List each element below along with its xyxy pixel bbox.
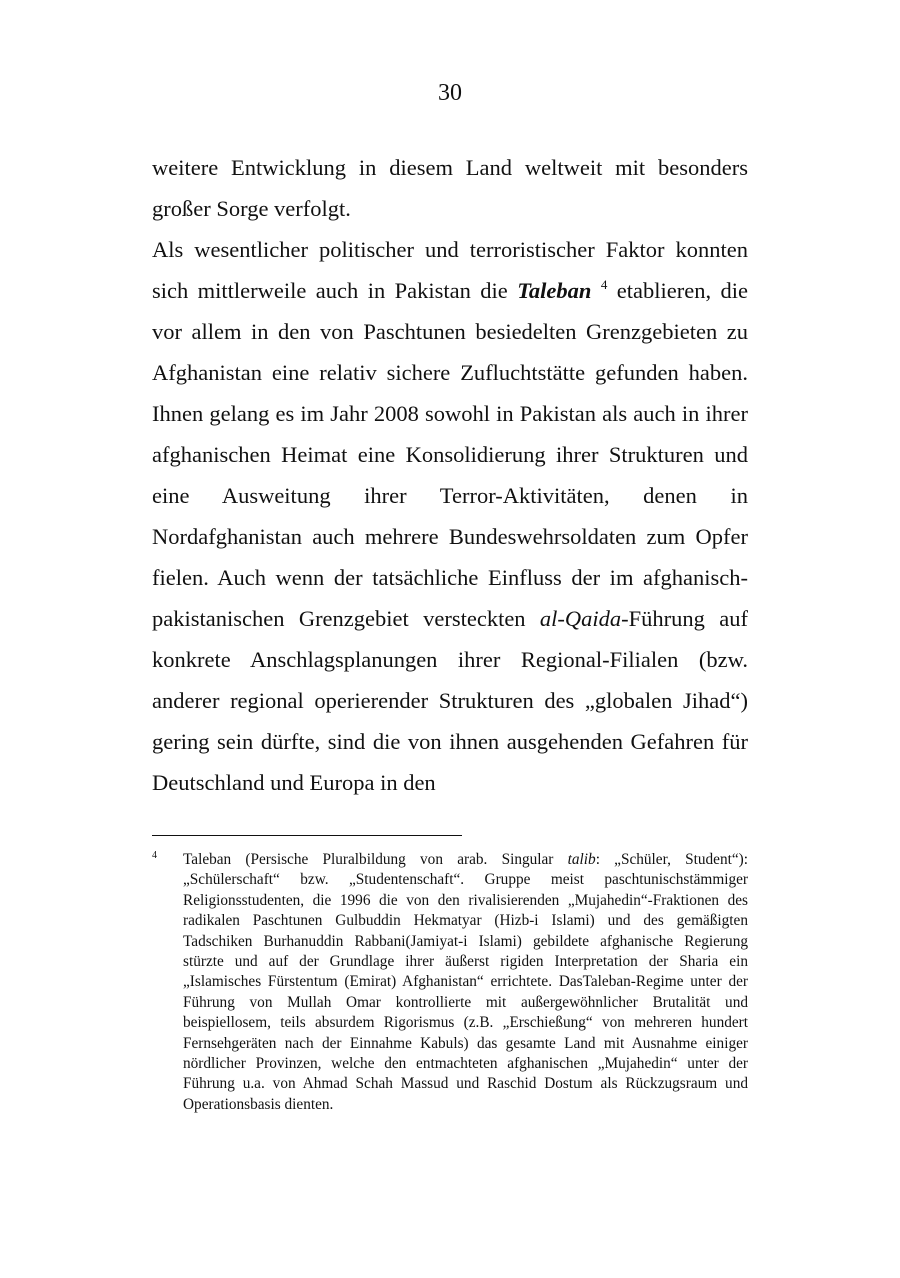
paragraph-2-part-3: -Führung auf konkrete Anschlagsplanungen ihrer Regional-Filialen (bzw. anderer regional operierender Strukturen des „globalen Jihad“) gering sein dürfte, sind die von ihnen ausgehenden Gefahren für Deutschland und Europa in den xyxy=(152,606,748,795)
paragraph-2-part-1: Als wesentlicher politischer und terroristischer Faktor konnten sich mittlerweile auch in Pakistan die xyxy=(152,237,748,303)
talib-term: talib xyxy=(567,851,596,868)
paragraph-1: weitere Entwicklung in diesem Land weltweit mit besonders großer Sorge verfolgt. xyxy=(152,155,748,221)
footnote-separator xyxy=(152,835,462,836)
taleban-term: Taleban xyxy=(517,278,592,303)
al-qaida-term: al-Qaida xyxy=(539,606,622,631)
paragraph-2-part-2: etablieren, die vor allem in den von Paschtunen besiedelten Grenzgebieten zu Afghanistan eine relativ sichere Zufluchtstätte gefunden haben. Ihnen gelang es im Jahr 2008 sowohl in Pakistan als auch in ihrer afghanischen Heimat eine Konsolidierung ihrer Strukturen und eine Ausweitung ihrer Terror-Aktivitäten, denen in Nordafghanistan auch mehrere Bundeswehrsoldaten zum Opfer fielen. Auch wenn der tatsächliche Einfluss der im afghanisch-pakistanischen Grenzgebiet versteckten xyxy=(152,278,748,631)
footnote-reference[interactable]: 4 xyxy=(600,277,608,292)
footnote-part-1: Taleban (Persische Pluralbildung von arab. Singular xyxy=(183,851,568,868)
footnote xyxy=(152,850,748,1115)
footnote-part-2: : „Schüler, Student“): „Schülerschaft“ bzw. „Studentenschaft“. Gruppe meist paschtunischstämmiger Religionsstudenten, die 1996 die von den rivalisierenden „Mujahedin“-Fraktionen des radikalen Paschtunen Gulbuddin Hekmatyar (Hizb-i Islami) und des gemäßigten Tadschiken Burhanuddin Rabbani(Jamiyat-i Islami) gebildete afghanische Regierung stürzte und auf der Grundlage ihrer äußerst rigiden Interpretation der Sharia ein „Islamisches Fürstentum (Emirat) Afghanistan“ errichtete. DasTaleban-Regime unter der Führung von Mullah Omar kontrollierte mit außergewöhnlicher Brutalität und beispiellosem, teils absurdem Rigorismus (z.B. „Erschießung“ von mehreren hundert Fernsehgeräten nach der Einnahme Kabuls) das gesamte Land mit Ausnahme einiger nördlicher Provinzen, welche den entmachteten afghanischen „Mujahedin“ unter der Führung u.a. von Ahmad Schah Massud und Raschid Dostum als Rückzugsraum und Operationsbasis dienten. xyxy=(183,851,748,1113)
page-number: 30 xyxy=(438,80,462,106)
footnote-number: 4 xyxy=(152,850,157,861)
body-text xyxy=(152,147,748,803)
paragraph-2 xyxy=(152,229,748,803)
